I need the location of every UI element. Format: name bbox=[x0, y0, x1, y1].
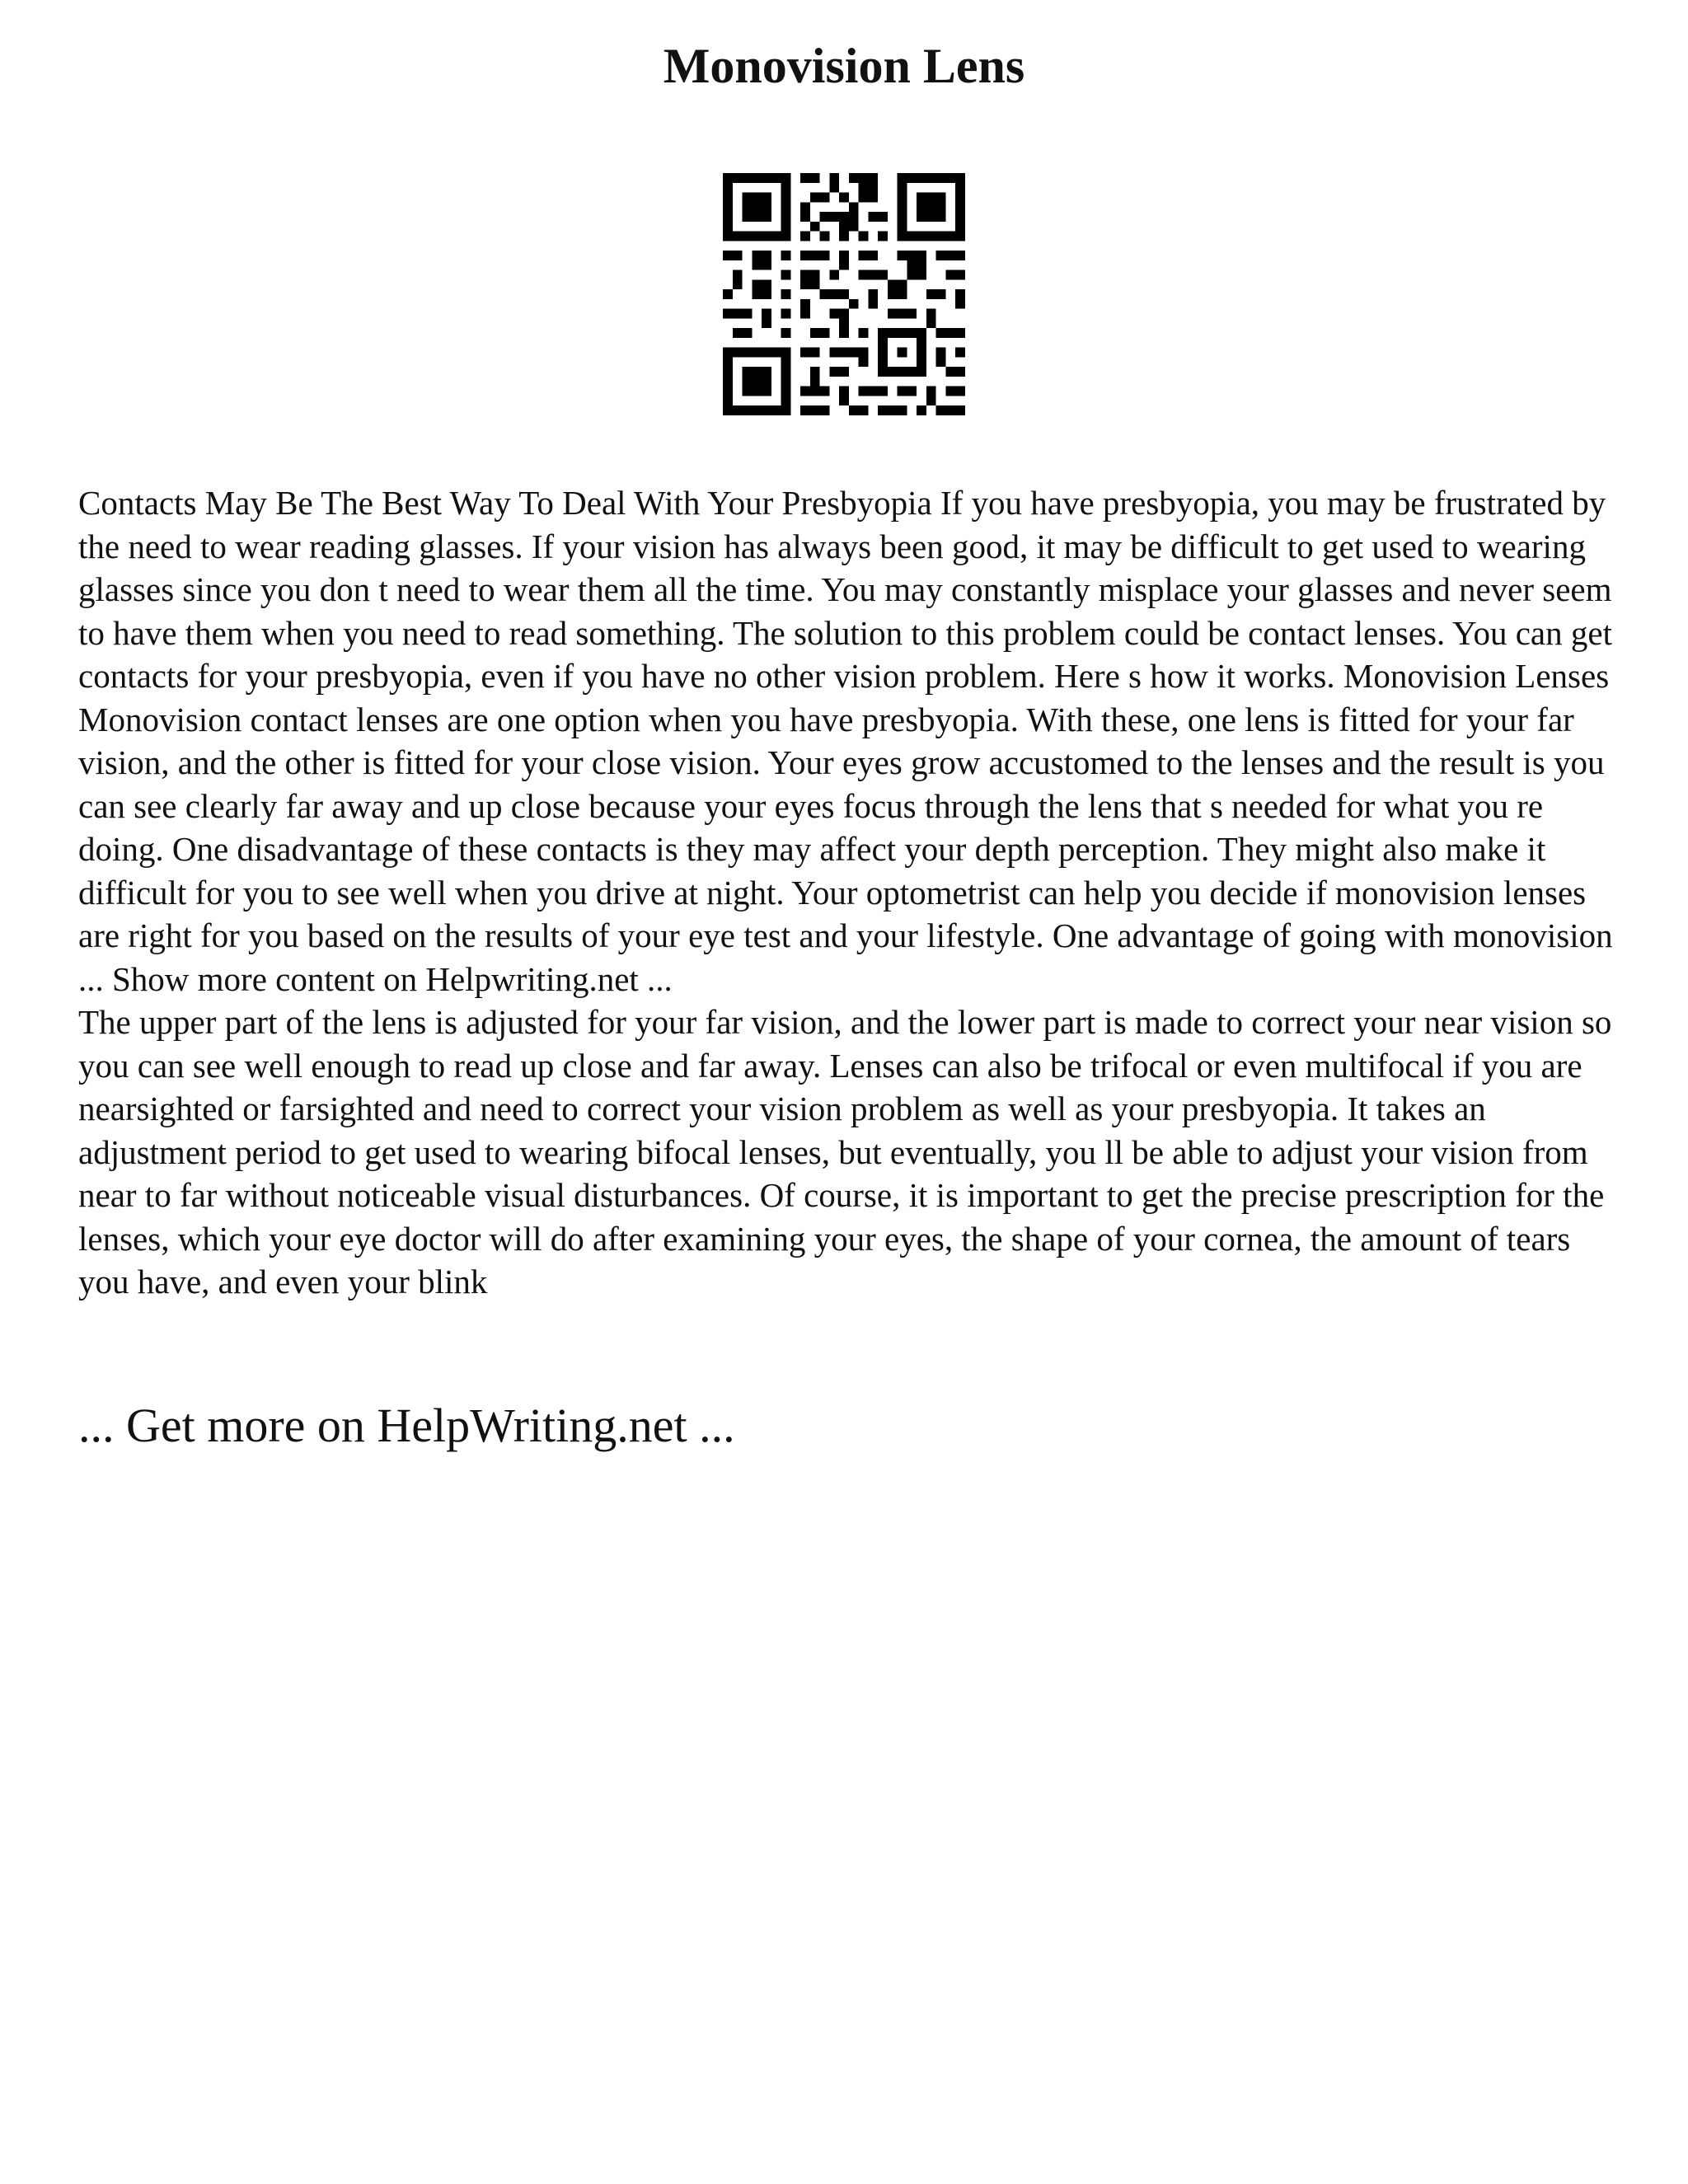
article-body bbox=[78, 481, 1624, 1304]
article-paragraph: Contacts May Be The Best Way To Deal With Your Presbyopia If you have presbyopia, you may be frustrated by the need to wear reading glasses. If your vision has always been good, it may be difficult to get used to wearing glasses since you don t need to wear them all the time. You may constantly misplace your glasses and never seem to have them when you need to read something. The solution to this problem could be contact lenses. You can get contacts for your presbyopia, even if you have no other vision problem. Here s how it works. Monovision Lenses Monovision contact lenses are one option when you have presbyopia. With these, one lens is fitted for your far vision, and the other is fitted for your close vision. Your eyes grow accustomed to the lenses and the result is you can see clearly far away and up close because your eyes focus through the lens that s needed for what you re doing. One disadvantage of these contacts is they may affect your depth perception. They might also make it difficult for you to see well when you drive at night. Your optometrist can help you decide if monovision lenses are right for you based on the results of your eye test and your lifestyle. One advantage of going with monovision ... Show more content on Helpwriting.net ... bbox=[78, 484, 1613, 998]
get-more-link[interactable]: ... Get more on HelpWriting.net ... bbox=[78, 1399, 735, 1452]
article-paragraph: The upper part of the lens is adjusted for your far vision, and the lower part is made to correct your near vision so you can see well enough to read up close and far away. Lenses can also be trifocal or even multifocal if you are nearsighted or farsighted and need to correct your vision problem as well as your presbyopia. It takes an adjustment period to get used to wearing bifocal lenses, but eventually, you ll be able to adjust your vision from near to far without noticeable visual disturbances. Of course, it is important to get the precise prescription for the lenses, which your eye doctor will do after examining your eyes, the shape of your cornea, the amount of tears you have, and even your blink bbox=[78, 1003, 1612, 1301]
qr-code-icon bbox=[723, 173, 965, 415]
document-title: Monovision Lens bbox=[663, 39, 1025, 93]
